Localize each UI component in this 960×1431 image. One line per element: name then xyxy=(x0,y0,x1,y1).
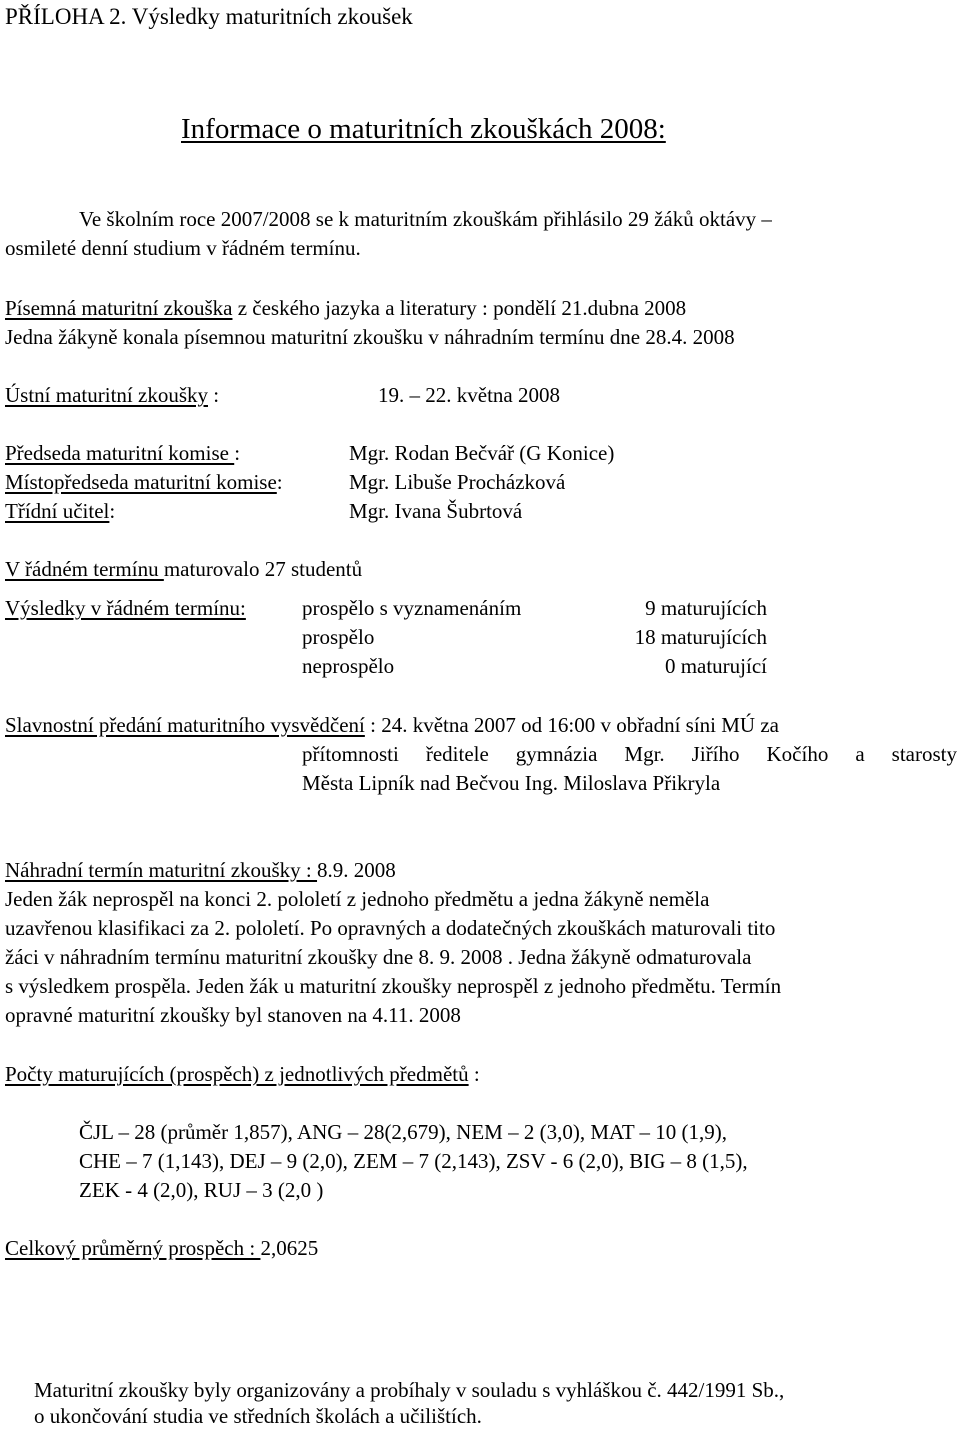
subjects-heading xyxy=(5,1060,480,1089)
ceremony-line-1 xyxy=(5,711,779,740)
subjects-line: CHE – 7 (1,143), DEJ – 9 (2,0), ZEM – 7 (2,143), ZSV - 6 (2,0), BIG – 8 (1,5), xyxy=(79,1149,748,1173)
substitute-text-line: uzavřenou klasifikaci za 2. pololetí. Po opravných a dodatečných zkouškách maturovali tito xyxy=(5,916,776,940)
class-teacher-name: Mgr. Ivana Šubrtová xyxy=(349,499,523,523)
intro-line-1: Ve školním roce 2007/2008 se k maturitním zkouškám přihlásilo 29 žáků oktávy – xyxy=(79,207,772,231)
committee-vice-name: Mgr. Libuše Procházková xyxy=(349,470,566,494)
written-exam-label: Písemná maturitní zkouška xyxy=(5,296,233,320)
result-count: 9 maturujících xyxy=(645,596,767,620)
regular-term-line xyxy=(5,555,362,584)
subjects-label: Počty maturujících (prospěch) z jednotlivých předmětů xyxy=(5,1062,469,1086)
oral-exam-line xyxy=(5,381,219,410)
overall-average-value: 2,0625 xyxy=(260,1236,319,1260)
overall-average-line xyxy=(5,1234,318,1263)
regular-term-text: maturovalo 27 studentů xyxy=(163,557,363,581)
subjects-line: ČJL – 28 (průměr 1,857), ANG – 28(2,679), NEM – 2 (3,0), MAT – 10 (1,9), xyxy=(79,1120,728,1144)
committee-chair-name: Mgr. Rodan Bečvář (G Konice) xyxy=(349,441,615,465)
substitute-term-line xyxy=(5,856,396,885)
substitute-text-line: s výsledkem prospěla. Jeden žák u maturitní zkoušky neprospěl z jednoho předmětu. Termín xyxy=(5,974,782,998)
result-category: neprospělo xyxy=(302,654,395,678)
substitute-text-line: žáci v náhradním termínu maturitní zkoušky dne 8. 9. 2008 . Jedna žákyně odmaturovala xyxy=(5,945,752,969)
footer-line-1: Maturitní zkoušky byly organizovány a probíhaly v souladu s vyhláškou č. 442/1991 Sb., xyxy=(34,1378,785,1402)
oral-exam-date: 19. – 22. května 2008 xyxy=(378,383,560,407)
regular-term-label: V řádném termínu xyxy=(5,557,164,581)
footer-line-2: o ukončování studia ve středních školách a učilištích. xyxy=(34,1404,482,1428)
ceremony-line-3: Města Lipník nad Bečvou Ing. Miloslava Přikryla xyxy=(302,771,721,795)
substitute-term-date: 8.9. 2008 xyxy=(317,858,396,882)
oral-exam-colon: : xyxy=(208,383,220,407)
written-exam-substitute-line: Jedna žákyně konala písemnou maturitní zkoušku v náhradním termínu dne 28.4. 2008 xyxy=(5,325,735,349)
written-exam-text: z českého jazyka a literatury : pondělí 21.dubna 2008 xyxy=(232,296,687,320)
oral-exam-label: Ústní maturitní zkoušky xyxy=(5,383,208,407)
written-exam-line xyxy=(5,294,686,323)
result-count: 0 maturující xyxy=(664,654,767,678)
ceremony-label: Slavnostní předání maturitního vysvědčení xyxy=(5,713,365,737)
result-count: 18 maturujících xyxy=(634,625,767,649)
subjects-colon: : xyxy=(468,1062,480,1086)
document-title: Informace o maturitních zkouškách 2008: xyxy=(181,113,666,145)
committee-vice-role: Místopředseda maturitní komise: xyxy=(5,470,283,494)
class-teacher-role: Třídní učitel: xyxy=(5,499,116,523)
page-header: PŘÍLOHA 2. Výsledky maturitních zkoušek xyxy=(5,4,413,29)
substitute-text-line: opravné maturitní zkoušky byl stanoven na 4.11. 2008 xyxy=(5,1003,461,1027)
subjects-line: ZEK - 4 (2,0), RUJ – 3 (2,0 ) xyxy=(79,1178,324,1202)
committee-chair-role: Předseda maturitní komise : xyxy=(5,441,241,465)
intro-line-2: osmileté denní studium v řádném termínu. xyxy=(5,236,361,260)
results-label: Výsledky v řádném termínu: xyxy=(5,596,246,620)
ceremony-text: : 24. května 2007 od 16:00 v obřadní síni MÚ za xyxy=(364,713,779,737)
overall-average-label: Celkový průměrný prospěch : xyxy=(5,1236,261,1260)
substitute-text-line: Jeden žák neprospěl na konci 2. pololetí z jednoho předmětu a jedna žákyně neměla xyxy=(5,887,710,911)
substitute-term-label: Náhradní termín maturitní zkoušky : xyxy=(5,858,318,882)
result-category: prospělo s vyznamenáním xyxy=(302,596,522,620)
ceremony-line-2: přítomnosti ředitele gymnázia Mgr. Jiřího Kočího a starosty xyxy=(302,742,957,766)
result-category: prospělo xyxy=(302,625,375,649)
